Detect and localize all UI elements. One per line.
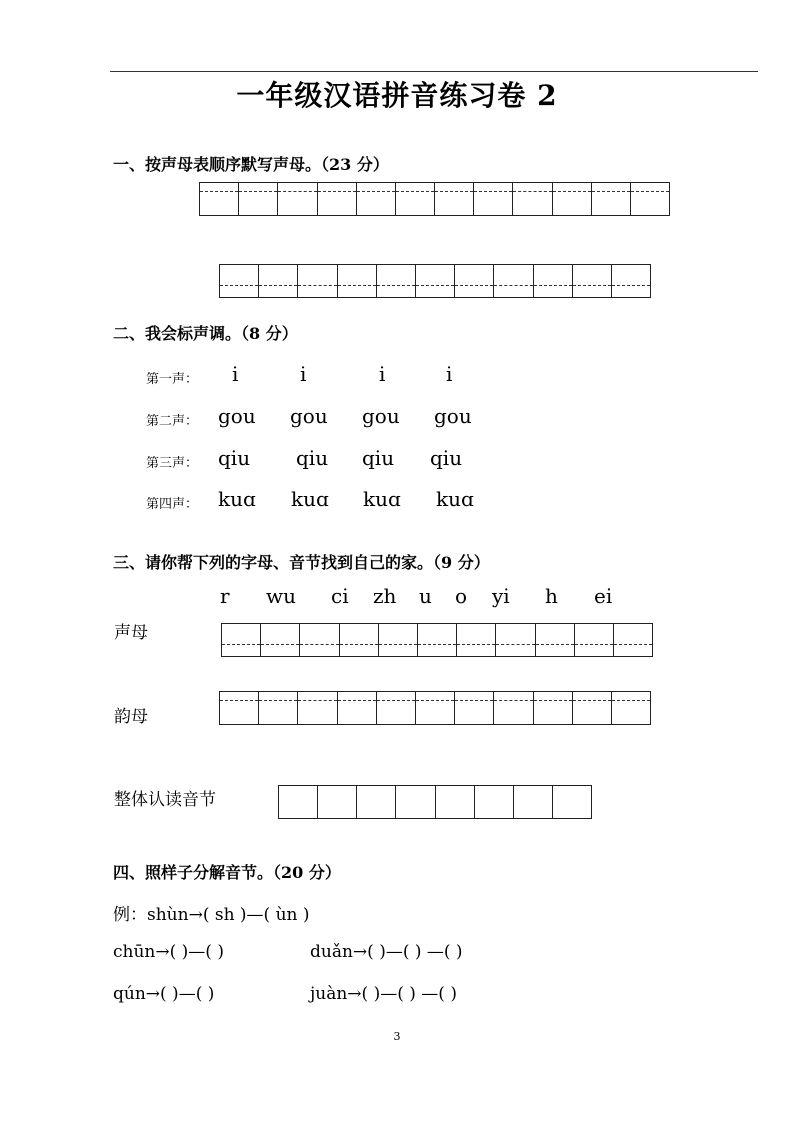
writing-cell[interactable]	[298, 692, 337, 724]
syllable: qiu	[362, 446, 395, 470]
writing-cell[interactable]	[612, 692, 650, 724]
tone-label: 第三声：	[146, 456, 199, 471]
writing-cell[interactable]	[436, 786, 475, 818]
writing-cell[interactable]	[261, 624, 300, 656]
writing-cell[interactable]	[396, 786, 435, 818]
exercise-duan: duǎn→( )—( ) —( )	[310, 942, 463, 962]
page-title: 一年级汉语拼音练习卷 2	[236, 79, 558, 112]
shengmu-sort-grid	[221, 623, 653, 657]
syllable: gou	[290, 404, 328, 428]
writing-cell[interactable]	[631, 183, 669, 215]
writing-cell[interactable]	[379, 624, 418, 656]
writing-cell[interactable]	[494, 265, 533, 297]
syllable: kuɑ	[436, 487, 474, 511]
writing-cell[interactable]	[455, 692, 494, 724]
writing-cell[interactable]	[494, 692, 533, 724]
writing-cell[interactable]	[496, 624, 535, 656]
writing-cell[interactable]	[239, 183, 278, 215]
writing-cell[interactable]	[418, 624, 457, 656]
writing-cell[interactable]	[222, 624, 261, 656]
writing-cell[interactable]	[200, 183, 239, 215]
syllable: i	[232, 362, 239, 386]
writing-cell[interactable]	[338, 692, 377, 724]
tone-label: 第一声：	[146, 372, 199, 387]
writing-cell[interactable]	[220, 692, 259, 724]
writing-cell[interactable]	[377, 692, 416, 724]
writing-cell[interactable]	[534, 692, 573, 724]
writing-cell[interactable]	[259, 265, 298, 297]
writing-cell[interactable]	[298, 265, 337, 297]
syllable: kuɑ	[218, 487, 256, 511]
writing-cell[interactable]	[514, 786, 553, 818]
writing-cell[interactable]	[455, 265, 494, 297]
writing-cell[interactable]	[300, 624, 339, 656]
writing-cell[interactable]	[278, 183, 317, 215]
syllable: gou	[434, 404, 472, 428]
syllable: gou	[362, 404, 400, 428]
writing-cell[interactable]	[575, 624, 614, 656]
syllable: qiu	[296, 446, 329, 470]
writing-cell[interactable]	[357, 183, 396, 215]
syllable: kuɑ	[291, 487, 329, 511]
writing-cell[interactable]	[318, 183, 357, 215]
tone-label: 第四声：	[146, 497, 199, 512]
writing-cell[interactable]	[553, 183, 592, 215]
writing-cell[interactable]	[534, 265, 573, 297]
zhengti-sort-grid	[278, 785, 592, 819]
writing-cell[interactable]	[536, 624, 575, 656]
syllable: i	[379, 362, 386, 386]
top-rule	[110, 71, 758, 72]
letter: wu	[266, 584, 296, 608]
letter: zh	[373, 584, 397, 608]
section4-heading: 四、照样子分解音节。（20 分）	[113, 863, 341, 882]
writing-cell[interactable]	[513, 183, 552, 215]
letter: h	[545, 584, 558, 608]
letter: u	[419, 584, 432, 608]
syllable: kuɑ	[363, 487, 401, 511]
letter: ci	[331, 584, 349, 608]
syllable: i	[446, 362, 453, 386]
writing-cell[interactable]	[377, 265, 416, 297]
writing-cell[interactable]	[416, 692, 455, 724]
section2-heading: 二、我会标声调。（8 分）	[113, 324, 298, 343]
writing-cell[interactable]	[592, 183, 631, 215]
yunmu-sort-grid	[219, 691, 651, 725]
writing-cell[interactable]	[338, 265, 377, 297]
writing-cell[interactable]	[457, 624, 496, 656]
example-line: 例：shùn→( sh )—( ùn )	[113, 905, 310, 925]
writing-cell[interactable]	[435, 183, 474, 215]
exercise-chun: chūn→( )—( )	[113, 942, 224, 962]
writing-cell[interactable]	[220, 265, 259, 297]
shengmu-grid-row2	[219, 264, 651, 298]
writing-cell[interactable]	[318, 786, 357, 818]
tone-label: 第二声：	[146, 414, 199, 429]
page-number: 3	[393, 1030, 401, 1043]
letter: r	[220, 584, 230, 608]
syllable: qiu	[430, 446, 463, 470]
writing-cell[interactable]	[396, 183, 435, 215]
shengmu-label: 声母	[114, 623, 148, 643]
writing-cell[interactable]	[474, 183, 513, 215]
shengmu-grid-row1	[199, 182, 670, 216]
writing-cell[interactable]	[553, 786, 591, 818]
writing-cell[interactable]	[259, 692, 298, 724]
letter: o	[455, 584, 468, 608]
exercise-qun: qún→( )—( )	[113, 984, 215, 1004]
writing-cell[interactable]	[612, 265, 650, 297]
syllable: i	[300, 362, 307, 386]
syllable: gou	[218, 404, 256, 428]
zhengti-label: 整体认读音节	[114, 790, 216, 810]
writing-cell[interactable]	[340, 624, 379, 656]
writing-cell[interactable]	[279, 786, 318, 818]
letter: ei	[594, 584, 613, 608]
writing-cell[interactable]	[357, 786, 396, 818]
letter: yi	[492, 584, 510, 608]
section1-heading: 一、按声母表顺序默写声母。（23 分）	[113, 155, 389, 174]
syllable: qiu	[218, 446, 251, 470]
yunmu-label: 韵母	[114, 707, 148, 727]
exercise-juan: juàn→( )—( ) —( )	[310, 984, 457, 1004]
section3-heading: 三、请你帮下列的字母、音节找到自己的家。（9 分）	[113, 553, 490, 572]
writing-cell[interactable]	[573, 692, 612, 724]
writing-cell[interactable]	[573, 265, 612, 297]
writing-cell[interactable]	[416, 265, 455, 297]
writing-cell[interactable]	[475, 786, 514, 818]
writing-cell[interactable]	[614, 624, 652, 656]
